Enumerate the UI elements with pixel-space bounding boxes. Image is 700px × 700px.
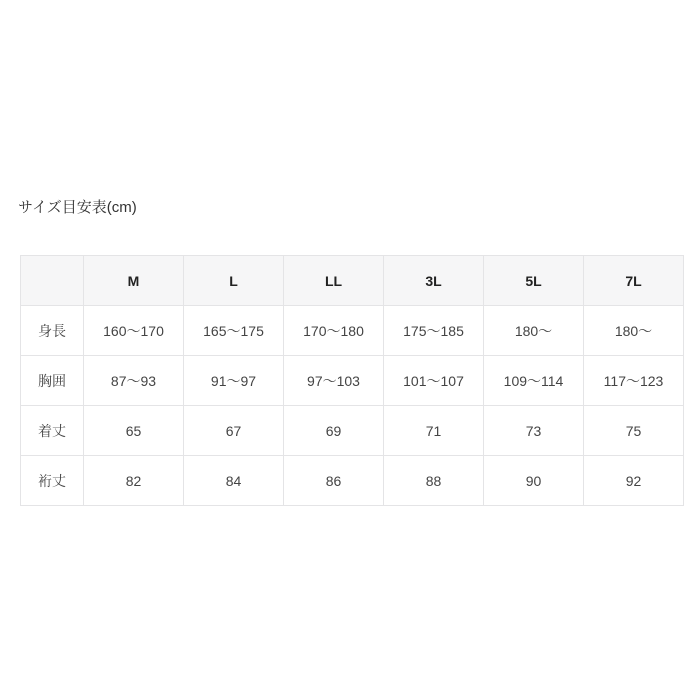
- table-cell: 73: [484, 406, 584, 456]
- table-cell: 180〜: [584, 306, 684, 356]
- corner-cell: [21, 256, 84, 306]
- table-cell: 160〜170: [84, 306, 184, 356]
- table-cell: 69: [284, 406, 384, 456]
- table-cell: 117〜123: [584, 356, 684, 406]
- column-header-5l: 5L: [484, 256, 584, 306]
- row-label-sleeve-length: 裄丈: [21, 456, 84, 506]
- table-row-height: [21, 306, 684, 356]
- table-cell: 109〜114: [484, 356, 584, 406]
- table-row-chest: [21, 356, 684, 406]
- table-cell: 101〜107: [384, 356, 484, 406]
- table-cell: 88: [384, 456, 484, 506]
- table-cell: 86: [284, 456, 384, 506]
- table-cell: 65: [84, 406, 184, 456]
- table-cell: 165〜175: [184, 306, 284, 356]
- table-cell: 82: [84, 456, 184, 506]
- table-cell: 170〜180: [284, 306, 384, 356]
- table-cell: 90: [484, 456, 584, 506]
- table-cell: 67: [184, 406, 284, 456]
- table-cell: 75: [584, 406, 684, 456]
- table-cell: 71: [384, 406, 484, 456]
- table-cell: 91〜97: [184, 356, 284, 406]
- row-label-body-length: 着丈: [21, 406, 84, 456]
- size-chart-title: サイズ目安表(cm): [18, 199, 137, 216]
- column-header-7l: 7L: [584, 256, 684, 306]
- column-header-ll: LL: [284, 256, 384, 306]
- row-label-height: 身長: [21, 306, 84, 356]
- table-cell: 180〜: [484, 306, 584, 356]
- column-header-l: L: [184, 256, 284, 306]
- table-cell: 92: [584, 456, 684, 506]
- table-cell: 87〜93: [84, 356, 184, 406]
- table-cell: 97〜103: [284, 356, 384, 406]
- table-cell: 84: [184, 456, 284, 506]
- table-row-body-length: [21, 406, 684, 456]
- column-header-m: M: [84, 256, 184, 306]
- table-row-sleeve-length: [21, 456, 684, 506]
- size-chart-table: [20, 255, 684, 506]
- header-row: [21, 256, 684, 306]
- column-header-3l: 3L: [384, 256, 484, 306]
- table-cell: 175〜185: [384, 306, 484, 356]
- row-label-chest: 胸囲: [21, 356, 84, 406]
